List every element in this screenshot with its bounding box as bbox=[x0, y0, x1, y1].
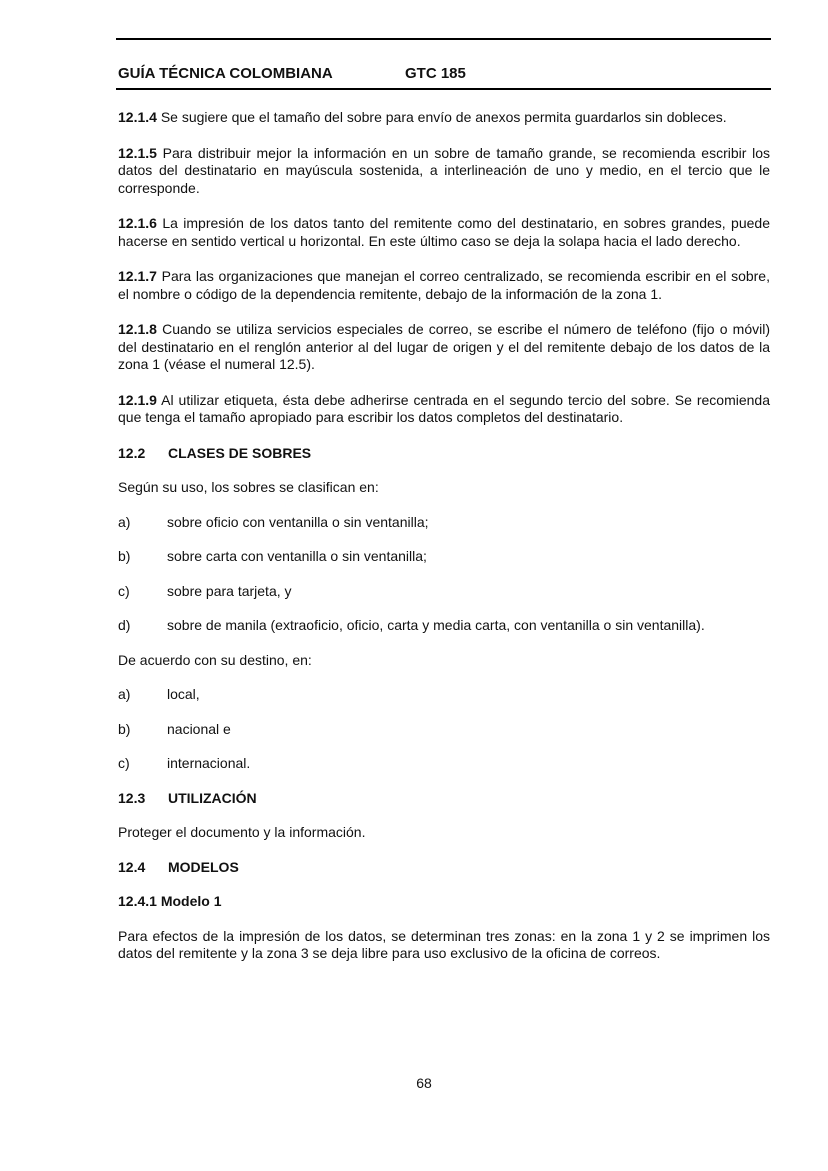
clause-text: Para las organizaciones que manejan el correo centralizado, se recomienda escribir en el sobre, el nombre o código de la dependencia remitente, debajo de la información de la zona 1. bbox=[118, 268, 770, 302]
section-title: CLASES DE SOBRES bbox=[168, 444, 312, 461]
list-text: internacional. bbox=[167, 755, 251, 771]
list-marker: c) bbox=[118, 582, 130, 599]
paragraph-12-1-5 bbox=[118, 145, 770, 198]
list-text: local, bbox=[167, 686, 200, 702]
list-item bbox=[118, 686, 770, 704]
clause-text: La impresión de los datos tanto del remitente como del destinatario, en sobres grandes, puede hacerse en sentido vertical u horizontal. En este último caso se deja la solapa hacia el lado derecho. bbox=[118, 215, 770, 249]
list-marker: a) bbox=[118, 513, 131, 530]
list-item bbox=[118, 548, 770, 566]
clause-text: Para distribuir mejor la información en un sobre de tamaño grande, se recomienda escribir los datos del destinatario en mayúscula sostenida, a interlineación de uno y medio, en el tercio que le corresponde. bbox=[118, 144, 770, 196]
section-heading-12-3 bbox=[118, 790, 770, 808]
section-heading-12-2 bbox=[118, 445, 770, 463]
section-number: 12.4 bbox=[118, 858, 146, 875]
section-number: 12.3 bbox=[118, 789, 146, 806]
header-org: GUÍA TÉCNICA COLOMBIANA bbox=[118, 65, 333, 82]
page-content bbox=[118, 109, 770, 981]
list-item bbox=[118, 514, 770, 532]
list-text: sobre para tarjeta, y bbox=[167, 582, 292, 599]
clause-text: Cuando se utiliza servicios especiales de correo, se escribe el número de teléfono (fijo o móvil) del destinatario en el renglón anterior al del lugar de origen y el del remitente debajo de los datos de la zona 1 (véase el numeral 12.5). bbox=[118, 321, 770, 372]
page-number: 68 bbox=[416, 1075, 432, 1091]
section-number: 12.2 bbox=[118, 444, 146, 461]
clause-number: 12.1.4 bbox=[118, 109, 157, 125]
paragraph-12-1-6 bbox=[118, 215, 770, 250]
list-item bbox=[118, 617, 770, 635]
section-title: UTILIZACIÓN bbox=[168, 789, 257, 806]
subsection-heading-12-4-1 bbox=[118, 893, 770, 911]
list-marker: b) bbox=[118, 548, 131, 564]
clause-number: 12.1.5 bbox=[118, 144, 157, 161]
list-text: sobre carta con ventanilla o sin ventanilla; bbox=[167, 548, 427, 564]
subsection-number: 12.4.1 bbox=[118, 893, 157, 909]
list-text: sobre de manila (extraoficio, oficio, carta y media carta, con ventanilla o sin ventanilla). bbox=[167, 617, 705, 633]
paragraph-12-1-7 bbox=[118, 268, 770, 303]
list-text: nacional e bbox=[167, 720, 231, 737]
section-12-4-1-text: Para efectos de la impresión de los datos, se determinan tres zonas: en la zona 1 y 2 se imprimen los datos del remitente y la zona 3 se deja libre para uso exclusivo de la oficina de correos. bbox=[118, 927, 770, 961]
paragraph-12-1-9 bbox=[118, 392, 770, 427]
section-12-3-text: Proteger el documento y la información. bbox=[118, 824, 366, 840]
use-intro: Según su uso, los sobres se clasifican en: bbox=[118, 479, 379, 495]
clause-text: Al utilizar etiqueta, ésta debe adherirse centrada en el segundo tercio del sobre. Se recomienda que tenga el tamaño apropiado para escribir los datos completos del destinatario. bbox=[118, 391, 770, 425]
destination-intro: De acuerdo con su destino, en: bbox=[118, 651, 312, 668]
list-item bbox=[118, 755, 770, 773]
clause-number: 12.1.7 bbox=[118, 268, 157, 284]
clause-number: 12.1.8 bbox=[118, 321, 157, 337]
header-code: GTC 185 bbox=[405, 65, 466, 82]
list-text: sobre oficio con ventanilla o sin ventanilla; bbox=[167, 513, 429, 530]
list-marker: b) bbox=[118, 720, 131, 737]
subsection-title: Modelo 1 bbox=[160, 893, 222, 909]
section-heading-12-4 bbox=[118, 859, 770, 877]
list-marker: c) bbox=[118, 755, 130, 771]
list-marker: d) bbox=[118, 617, 131, 633]
list-marker: a) bbox=[118, 686, 131, 702]
clause-text: Se sugiere que el tamaño del sobre para envío de anexos permita guardarlos sin dobleces. bbox=[156, 109, 727, 125]
list-item bbox=[118, 721, 770, 739]
section-title: MODELOS bbox=[168, 858, 239, 875]
page-header bbox=[118, 65, 466, 82]
header-bottom-rule bbox=[116, 88, 771, 90]
list-item bbox=[118, 583, 770, 601]
paragraph-12-1-4 bbox=[118, 109, 770, 127]
header-top-rule bbox=[116, 38, 771, 40]
clause-number: 12.1.9 bbox=[118, 391, 157, 408]
paragraph-12-1-8 bbox=[118, 321, 770, 374]
clause-number: 12.1.6 bbox=[118, 215, 157, 231]
